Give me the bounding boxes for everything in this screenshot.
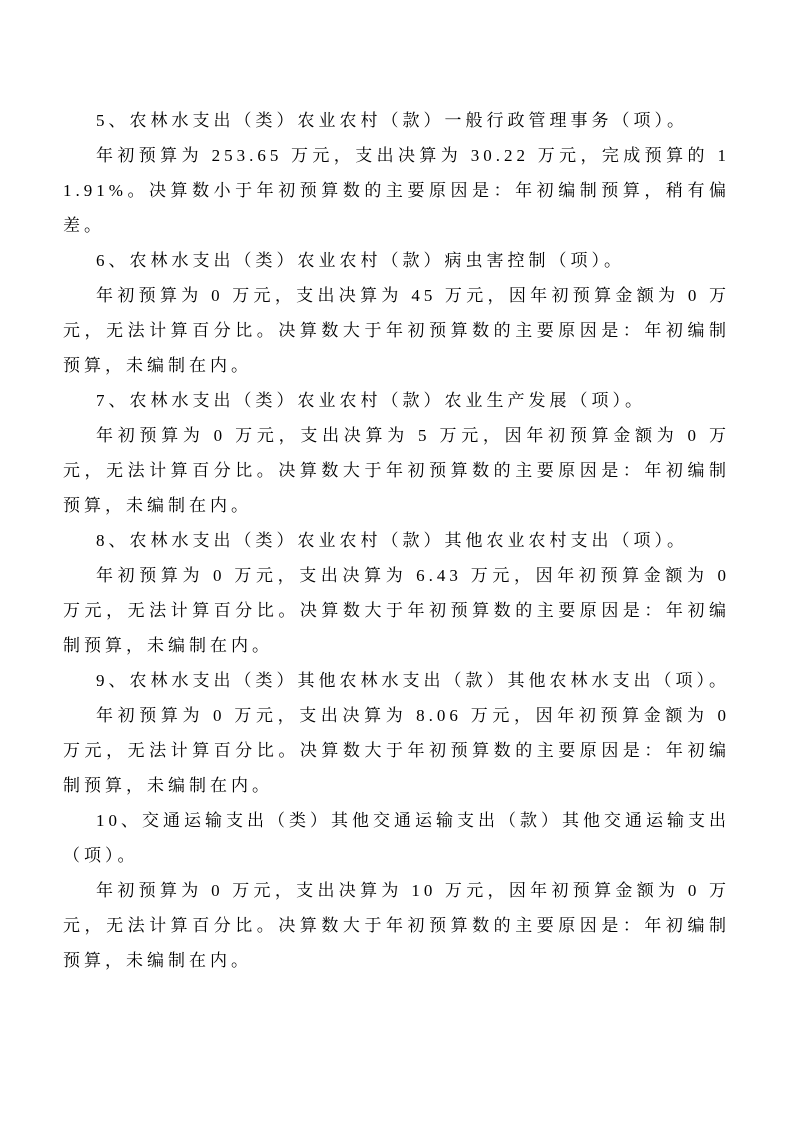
budget-item-explanation: 年初预算为 0 万元，支出决算为 8.06 万元，因年初预算金额为 0 万元，无法计算百分比。决算数大于年初预算数的主要原因是：年初编制预算，未编制在内。: [63, 706, 730, 795]
budget-item-section: [63, 103, 730, 243]
budget-item-heading: 7、农林水支出（类）农业农村（款）农业生产发展（项）。: [96, 391, 646, 410]
budget-item-heading: 10、交通运输支出（类）其他交通运输支出（款）其他交通运输支出（项）。: [63, 811, 730, 865]
budget-item-section: [63, 383, 730, 523]
budget-item-explanation: 年初预算为 253.65 万元，支出决算为 30.22 万元，完成预算的 11.91%。决算数小于年初预算数的主要原因是：年初编制预算，稍有偏差。: [63, 146, 730, 235]
budget-item-heading: 6、农林水支出（类）农业农村（款）病虫害控制（项）。: [96, 251, 625, 270]
budget-item-explanation: 年初预算为 0 万元，支出决算为 10 万元，因年初预算金额为 0 万元，无法计算百分比。决算数大于年初预算数的主要原因是：年初编制预算，未编制在内。: [63, 881, 730, 970]
budget-item-heading: 5、农林水支出（类）农业农村（款）一般行政管理事务（项）。: [96, 111, 688, 130]
budget-item-section: [63, 243, 730, 383]
budget-item-heading: 8、农林水支出（类）农业农村（款）其他农业农村支出（项）。: [96, 531, 688, 550]
document-body: [63, 103, 730, 978]
budget-item-explanation: 年初预算为 0 万元，支出决算为 45 万元，因年初预算金额为 0 万元，无法计算百分比。决算数大于年初预算数的主要原因是：年初编制预算，未编制在内。: [63, 286, 730, 375]
budget-item-section: [63, 523, 730, 663]
budget-item-heading: 9、农林水支出（类）其他农林水支出（款）其他农林水支出（项）。: [96, 671, 730, 690]
budget-item-section: [63, 803, 730, 978]
budget-item-section: [63, 663, 730, 803]
budget-item-explanation: 年初预算为 0 万元，支出决算为 6.43 万元，因年初预算金额为 0 万元，无法计算百分比。决算数大于年初预算数的主要原因是：年初编制预算，未编制在内。: [63, 566, 730, 655]
budget-item-explanation: 年初预算为 0 万元，支出决算为 5 万元，因年初预算金额为 0 万元，无法计算百分比。决算数大于年初预算数的主要原因是：年初编制预算，未编制在内。: [63, 426, 730, 515]
